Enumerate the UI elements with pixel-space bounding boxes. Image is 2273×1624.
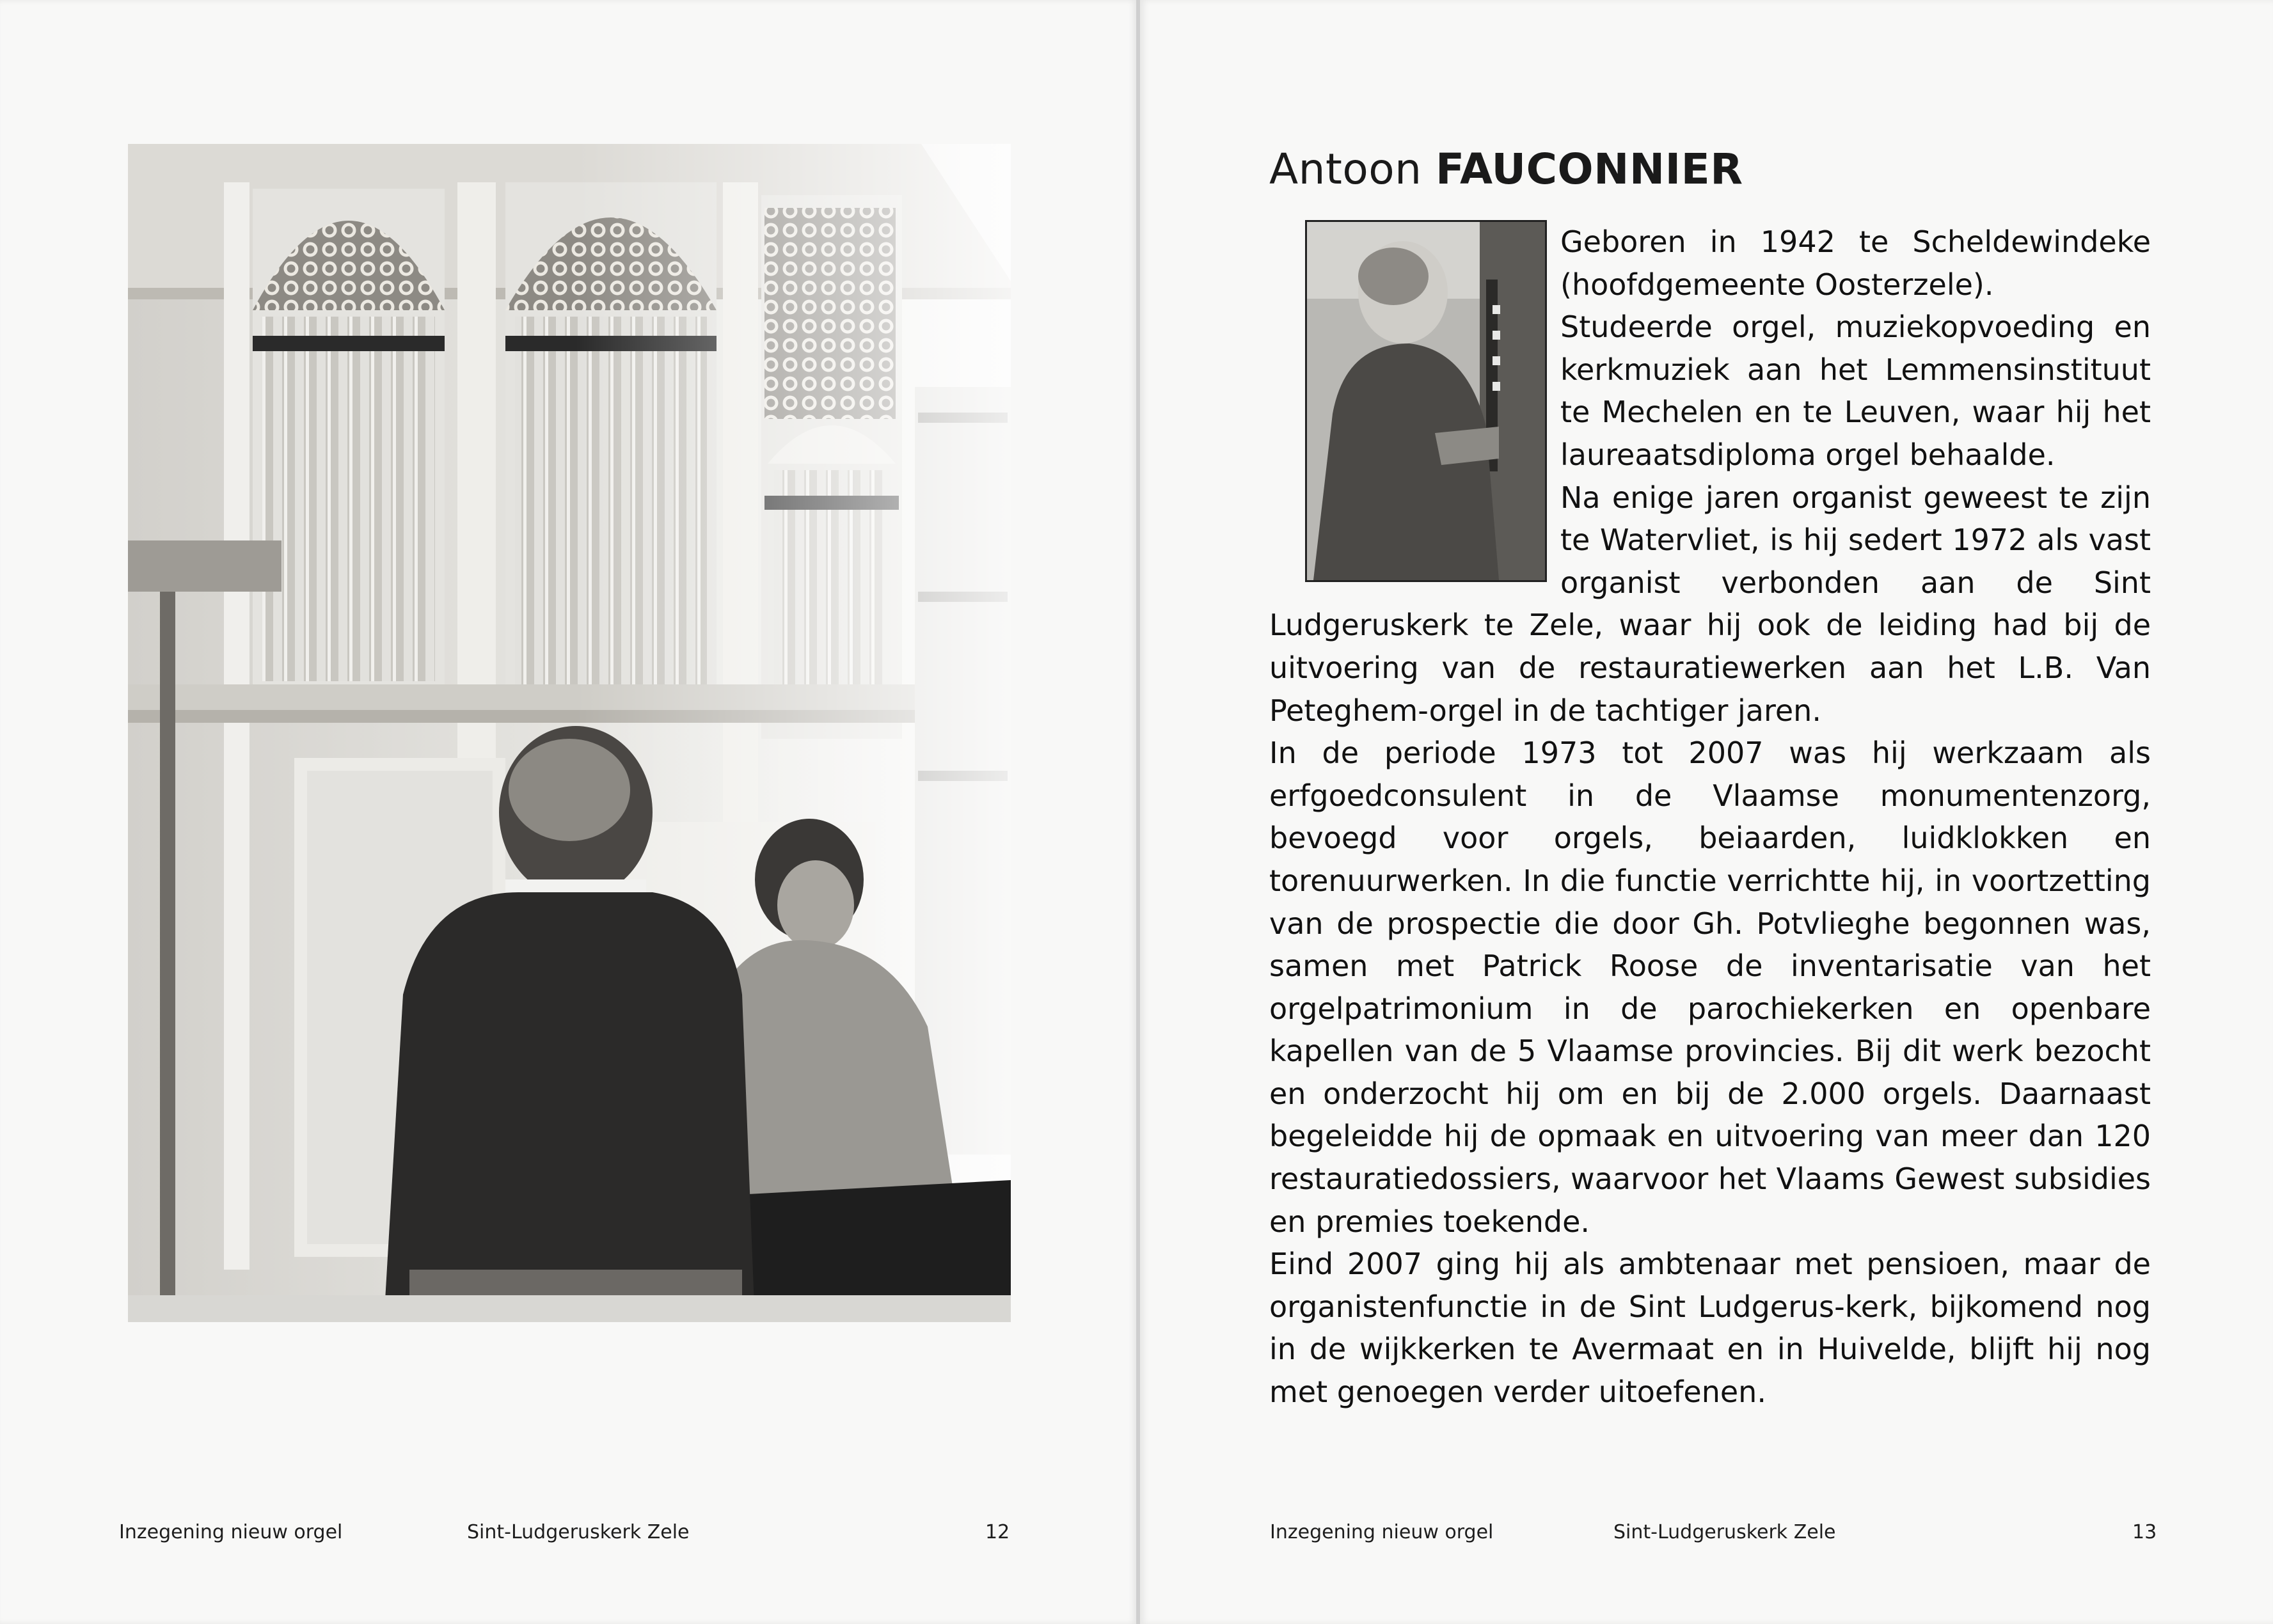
bio-paragraph-birth: Geboren in 1942 te Scheldewindeke (hoofdgemeente Oosterzele). (1560, 225, 2151, 302)
footer-church: Sint-Ludgeruskerk Zele (467, 1521, 690, 1543)
bio-paragraph-career: In de periode 1973 tot 2007 was hij werkzaam als erfgoedconsulent in de Vlaamse monumentenzorg, bevoegd voor orgels, beiaarden, luidklokken en torenuurwerken. In die functie verrichtte hij, in voortzetting van de prospectie die door Gh. Potvlieghe begonnen was, samen met Patrick Roose de inventarisatie van het orgelpatrimonium in de parochiekerken en openbare kapellen van de 5 Vlaamse provincies. Bij dit werk bezocht en onderzocht hij om en bij de 2.000 orgels. Daarnaast begeleidde hij de opmaak en uitvoering van meer dan 120 restauratiedossiers, waarvoor het Vlaams Gewest subsidies en premies toekende. (1269, 736, 2151, 1239)
footer-page-number: 12 (985, 1521, 1010, 1543)
biography-text (1269, 221, 2151, 1414)
title-first-name: Antoon (1269, 145, 1422, 194)
bio-paragraph-retirement: Eind 2007 ging hij als ambtenaar met pensioen, maar de organistenfunctie in de Sint Ludgerus-kerk, bijkomend nog in de wijkkerken te Avermaat en in Huivelde, blijft hij nog met genoegen verder uitoefenen. (1269, 1247, 2151, 1410)
biography-title (1269, 145, 1743, 194)
bio-paragraph-education: Studeerde orgel, muziekopvoeding en kerkmuziek aan het Lemmensinstituut te Mechelen en te Leuven, waar hij het laureaatsdiploma orgel behaalde. (1560, 310, 2151, 472)
footer-church-right: Sint-Ludgeruskerk Zele (1613, 1521, 1836, 1543)
footer-publication-right: Inzegening nieuw orgel (1270, 1521, 1494, 1543)
bio-paragraph-organist: Na enige jaren organist geweest te zijn te Watervliet, is hij sedert 1972 als vast organist verbonden aan de Sint Ludgeruskerk te Zele, waar hij ook de leiding had bij de uitvoering van de restauratiewerken aan het L.B. Van Peteghem-orgel in de tachtiger jaren. (1269, 480, 2151, 728)
organ-photo (128, 144, 1011, 1322)
footer-publication: Inzegening nieuw orgel (119, 1521, 343, 1543)
title-last-name: FAUCONNIER (1435, 145, 1743, 194)
footer-page-number-right: 13 (2132, 1521, 2157, 1543)
